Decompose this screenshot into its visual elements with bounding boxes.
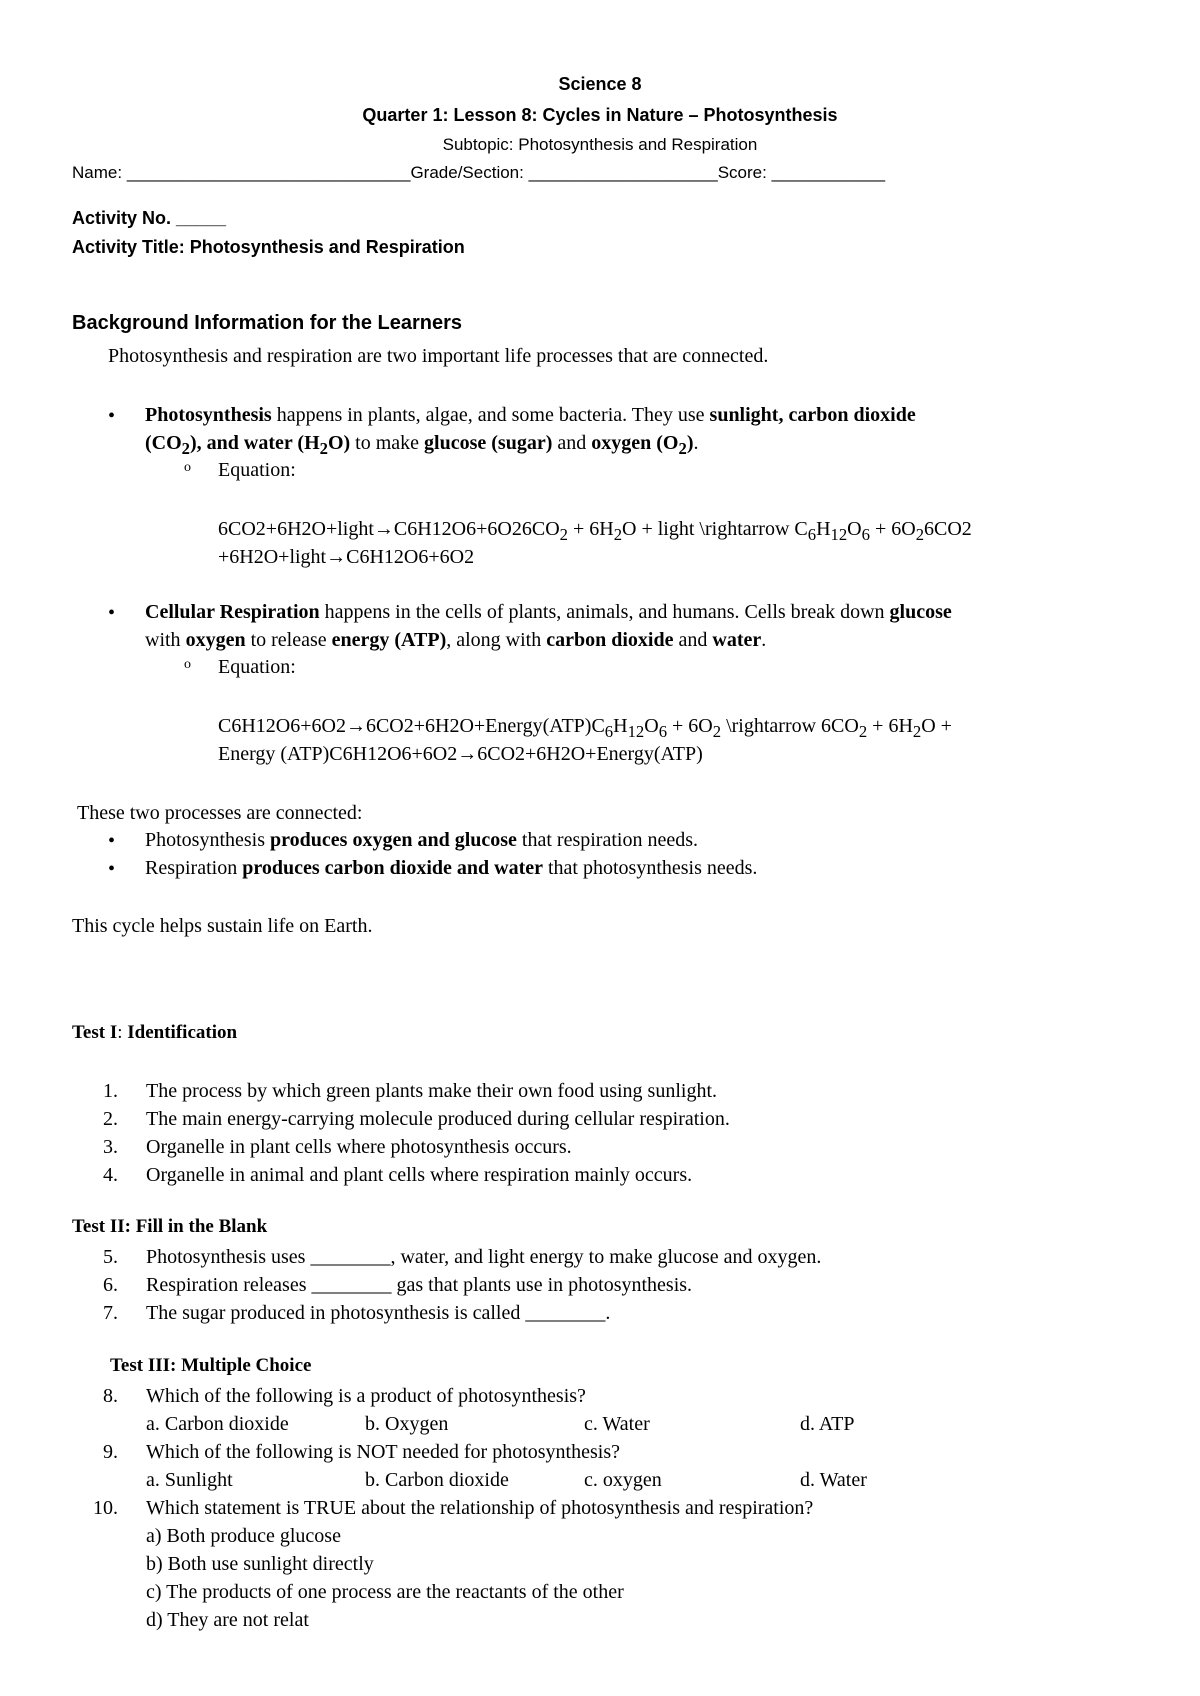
test2-title: Test II: Fill in the Blank [72, 1216, 268, 1237]
test1-item: 2. The main energy-carrying molecule produced during cellular respiration. [103, 1108, 730, 1130]
respiration-equation-label: Equation: [218, 656, 296, 678]
name-field[interactable]: ______________________________ [126, 163, 411, 182]
photosynthesis-term: Photosynthesis [145, 404, 272, 426]
option-d[interactable]: d) They are not relat [146, 1609, 309, 1631]
photosynthesis-equation-line-2: +6H2O+light→C6H12O6+6O2 [218, 546, 475, 568]
bullet-icon: • [108, 858, 116, 880]
test3-question: 10. Which statement is TRUE about the relationship of photosynthesis and respiration? [93, 1497, 814, 1519]
background-intro: Photosynthesis and respiration are two important life processes that are connected. [108, 345, 769, 367]
sub-bullet-icon: o [184, 657, 191, 672]
option-a[interactable]: a. Carbon dioxide [146, 1413, 289, 1435]
option-b[interactable]: b. Oxygen [365, 1413, 449, 1435]
option-a[interactable]: a) Both produce glucose [146, 1525, 341, 1547]
lesson-title: Quarter 1: Lesson 8: Cycles in Nature – Photosynthesis [362, 105, 838, 125]
test2-item: 7. The sugar produced in photosynthesis is called ________. [103, 1302, 611, 1324]
sub-bullet-icon: o [184, 460, 191, 475]
score-field[interactable]: ____________ [771, 163, 886, 182]
activity-title: Activity Title: Photosynthesis and Respiration [72, 237, 465, 257]
photosynthesis-line-2: $(CO_2)$, and water $(H_2O)$ to make glucose (sugar) and oxygen $(O_2)$. [145, 432, 699, 458]
test3-title: Test III: Multiple Choice [110, 1355, 312, 1376]
test1-item: 4. Organelle in animal and plant cells where respiration mainly occurs. [103, 1164, 693, 1186]
option-d[interactable]: d. ATP [800, 1413, 855, 1435]
test1-item: 1. The process by which green plants make their own food using sunlight. [103, 1080, 717, 1102]
test2-item: 6. Respiration releases ________ gas that plants use in photosynthesis. [103, 1274, 693, 1296]
option-c[interactable]: c. Water [584, 1413, 650, 1435]
subject-title: Science 8 [558, 74, 642, 94]
test3-options [0, 1410, 1200, 1438]
respiration-equation-line-1: $C6H12O6+6O2\to 6CO2+6H2O+Energy(ATP)C_6H_{12}O_6 + 6O_2$ \rightarrow $6CO_2 + 6H_2O$ + [218, 715, 952, 741]
name-label: Name: [72, 163, 123, 182]
respiration-line-1: Cellular Respiration happens in the cells of plants, animals, and humans. Cells break down glucose [145, 601, 952, 623]
respiration-term: Cellular Respiration [145, 601, 320, 623]
student-info-line [72, 163, 885, 183]
bullet-icon: • [108, 405, 116, 427]
bullet-icon: • [108, 830, 116, 852]
test3-question: 9. Which of the following is NOT needed for photosynthesis? [103, 1441, 620, 1463]
photosynthesis-line-1: Photosynthesis happens in plants, algae, and some bacteria. They use sunlight, carbon dioxide [145, 404, 916, 426]
option-c[interactable]: c) The products of one process are the reactants of the other [146, 1581, 624, 1603]
respiration-line-2: with oxygen to release energy (ATP), along with carbon dioxide and water. [145, 629, 767, 651]
test1-title: Test I: Identification [72, 1022, 238, 1043]
option-a[interactable]: a. Sunlight [146, 1469, 233, 1491]
photosynthesis-equation-label: Equation: [218, 459, 296, 481]
bullet-icon: • [108, 602, 116, 624]
connected-item: Respiration produces carbon dioxide and water that photosynthesis needs. [145, 857, 758, 879]
connected-item: Photosynthesis produces oxygen and glucose that respiration needs. [145, 829, 698, 851]
grade-field[interactable]: ____________________ [528, 163, 718, 182]
photosynthesis-equation-line-1: $6CO2+6H2O+light\to C6H12O6+6O26CO_2 + 6H_2O$ + light \rightarrow $C_6H_{12}O_6 + 6O_26CO2$ [218, 518, 972, 544]
respiration-equation-line-2: Energy (ATP)C6H12O6+6O2→6CO2+6H2O+Energy(ATP) [218, 743, 703, 765]
option-d[interactable]: d. Water [800, 1469, 867, 1491]
grade-label: Grade/Section: [410, 163, 524, 182]
subtopic: Subtopic: Photosynthesis and Respiration [442, 135, 758, 154]
option-b[interactable]: b. Carbon dioxide [365, 1469, 509, 1491]
background-heading: Background Information for the Learners [72, 312, 463, 334]
option-b[interactable]: b) Both use sunlight directly [146, 1553, 374, 1575]
test1-item: 3. Organelle in plant cells where photosynthesis occurs. [103, 1136, 572, 1158]
score-label: Score: [717, 163, 767, 182]
option-c[interactable]: c. oxygen [584, 1469, 662, 1491]
connected-intro: These two processes are connected: [77, 802, 363, 824]
test3-question: 8. Which of the following is a product of photosynthesis? [103, 1385, 586, 1407]
test2-item: 5. Photosynthesis uses ________, water, and light energy to make glucose and oxygen. [103, 1246, 822, 1268]
activity-number: Activity No. _____ [72, 208, 227, 228]
test3-options [0, 1466, 1200, 1494]
closing-text: This cycle helps sustain life on Earth. [72, 915, 373, 937]
